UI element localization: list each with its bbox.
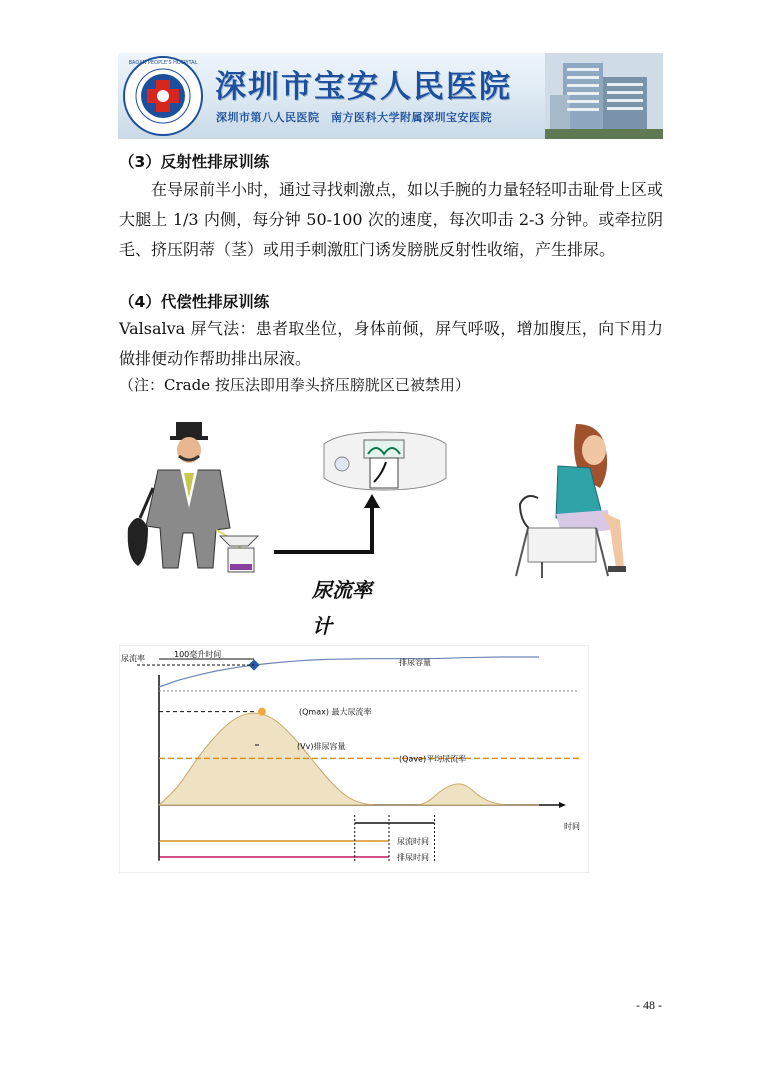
- section-3-body: 在导尿前半小时，通过寻找刺激点，如以手腕的力量轻轻叩击耻骨上区或大腿上 1/3 内侧，每分钟 50-100 次的速度，每次叩击 2-3 分钟。或牵拉阴毛、挤压阴蒂（茎）或用手刺激肛门诱发膀胱反射性收缩，产生排尿。: [119, 180, 664, 259]
- label-voiding-time: 尿流时间: [397, 837, 429, 846]
- flow-arrow: [272, 492, 382, 562]
- uroflow-chart: [119, 645, 589, 873]
- seated-woman-illustration: [498, 418, 638, 583]
- hospital-subtitle: 深圳市第八人民医院 南方医科大学附属深圳宝安医院: [216, 111, 492, 124]
- hospital-logo: [122, 55, 204, 137]
- hospital-building-image: [545, 53, 663, 139]
- label-qmax: (Qmax) 最大尿流率: [299, 707, 372, 717]
- hospital-banner: [118, 53, 663, 139]
- qmax-marker: [258, 708, 266, 716]
- label-voided-volume-area: (Vv)排尿容量: [297, 742, 346, 751]
- section-4-title: （4）代偿性排尿训练: [119, 293, 270, 311]
- section-3-title: （3）反射性排尿训练: [119, 153, 270, 171]
- label-voided-volume-top: 排尿容量: [399, 658, 431, 667]
- label-qave: (Qave)平均尿流率: [399, 754, 467, 764]
- uroflowmeter-caption: 尿流率 计: [312, 578, 372, 638]
- page-number: - 48 -: [636, 998, 662, 1012]
- x-axis-label: 时间: [564, 822, 580, 831]
- man-using-uroflowmeter-illustration: [118, 418, 268, 578]
- label-total-time: 排尿时间: [397, 853, 429, 862]
- y-axis-label: 尿流率: [121, 654, 145, 663]
- label-100ml-time: 100毫升时间: [174, 650, 222, 659]
- svg-text:BAOAN PEOPLE'S HOSPITAL: BAOAN PEOPLE'S HOSPITAL: [128, 60, 198, 66]
- note: （注：Crade 按压法即用拳头挤压膀胱区已被禁用）: [119, 376, 470, 394]
- hospital-name: 深圳市宝安人民医院: [215, 69, 512, 105]
- uroflowmeter-device-illustration: [320, 430, 450, 496]
- section-4-body: Valsalva 屏气法：患者取坐位，身体前倾，屏气呼吸，增加腹压，向下用力做排便动作帮助排出尿液。: [119, 319, 663, 368]
